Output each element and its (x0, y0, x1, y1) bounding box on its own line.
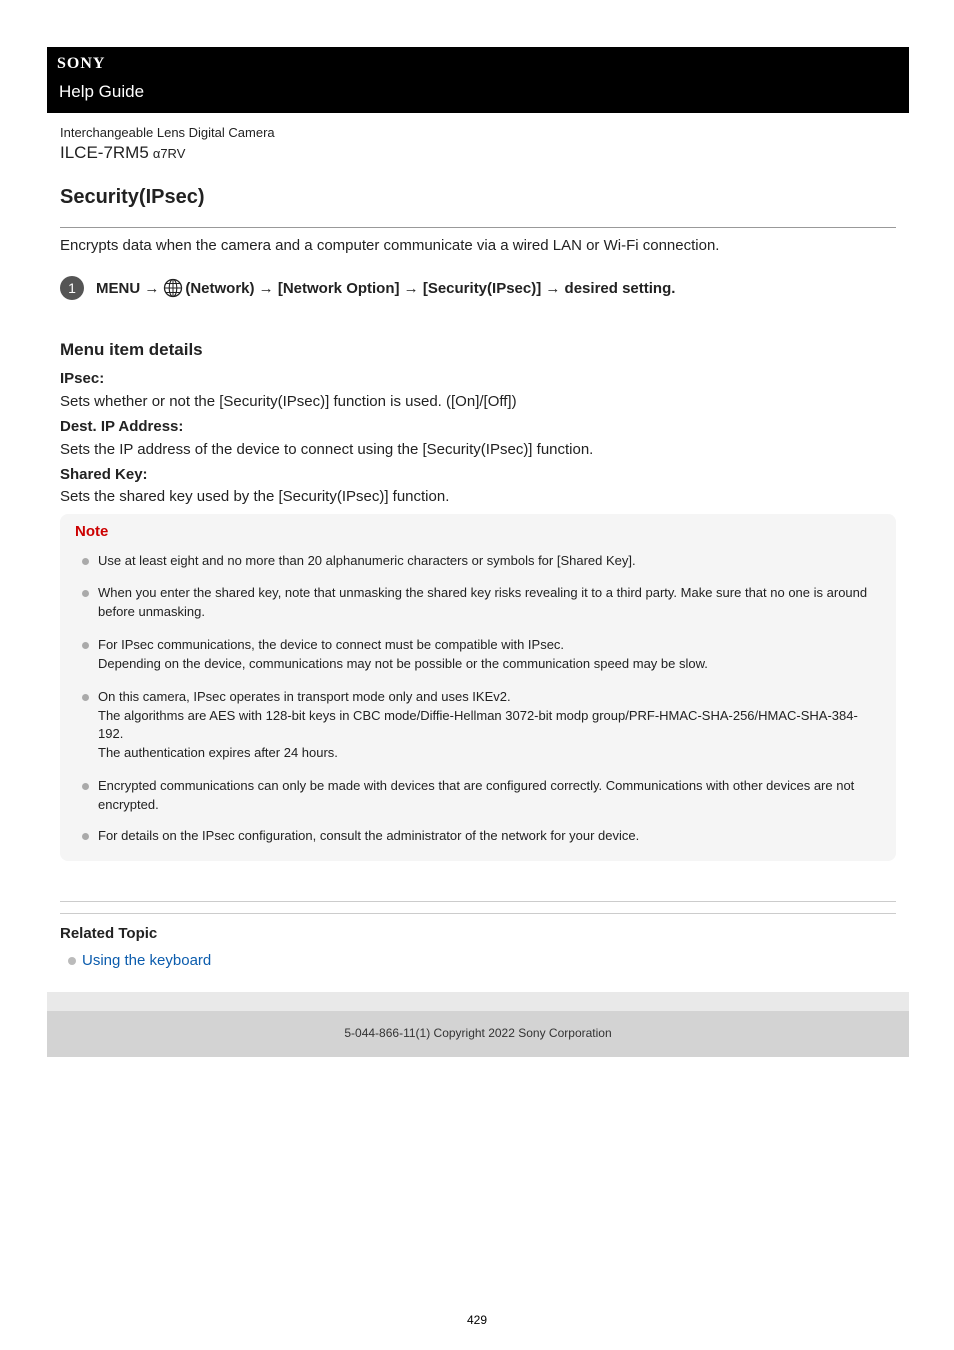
divider (60, 901, 896, 902)
copyright-text: 5-044-866-11(1) Copyright 2022 Sony Corporation (344, 1026, 612, 1040)
note-title: Note (75, 523, 109, 540)
step-path-text: (Network) → [Network Option] → [Security(IPsec)] → desired setting. (185, 279, 676, 297)
step-instruction (96, 278, 675, 298)
desc-ipsec: Sets whether or not the [Security(IPsec)] function is used. ([On]/[Off]) (60, 393, 517, 410)
note-line: For IPsec communications, the device to connect must be compatible with IPsec. (98, 637, 565, 652)
note-line: The authentication expires after 24 hours. (98, 744, 338, 760)
related-topic-heading: Related Topic (60, 925, 158, 942)
product-type: Interchangeable Lens Digital Camera (60, 125, 275, 140)
network-globe-icon (163, 278, 183, 298)
note-line: The algorithms are AES with 128-bit keys in CBC mode/Diffie-Hellman 3072-bit modp group/PRF-HMAC-SHA-256/HMAC-SHA-384-192. (98, 707, 858, 741)
related-link-keyboard[interactable]: Using the keyboard (82, 952, 212, 969)
bullet-icon (82, 694, 89, 701)
page-title: Security(IPsec) (60, 186, 205, 208)
bullet-icon (82, 590, 89, 597)
note-box (60, 514, 896, 861)
bullet-icon (82, 558, 89, 565)
note-line: When you enter the shared key, note that unmasking the shared key risks revealing it to a third party. Make sure that no one is around before unmasking. (98, 585, 868, 619)
note-line: Use at least eight and no more than 20 alphanumeric characters or symbols for [Shared Key]. (98, 553, 636, 568)
desc-dest-ip: Sets the IP address of the device to connect using the [Security(IPsec)] function. (60, 441, 594, 458)
bullet-icon (82, 642, 89, 649)
term-shared-key: Shared Key: (60, 466, 148, 483)
model-number: ILCE-7RM5 (60, 143, 149, 162)
note-item (98, 584, 878, 621)
step-number-badge: 1 (60, 276, 84, 300)
note-item (98, 552, 878, 571)
term-dest-ip: Dest. IP Address: (60, 418, 184, 435)
note-item (98, 636, 878, 673)
intro-text: Encrypts data when the camera and a computer communicate via a wired LAN or Wi-Fi connection. (60, 237, 720, 254)
note-item (98, 827, 878, 846)
note-item (98, 777, 878, 814)
model-name (60, 143, 185, 163)
note-line: Encrypted communications can only be made with devices that are configured correctly. Communications with other devices are not encrypted. (98, 778, 855, 812)
term-ipsec: IPsec: (60, 370, 105, 387)
bullet-icon (82, 833, 89, 840)
sony-logo: SONY (57, 55, 106, 72)
related-topic-item (68, 952, 211, 969)
note-line: Depending on the device, communications may not be possible or the communication speed may be slow. (98, 655, 708, 671)
step-menu-text: MENU → (96, 279, 160, 297)
note-item (98, 688, 878, 762)
help-guide-label: Help Guide (59, 82, 145, 101)
divider (60, 913, 896, 914)
title-divider (60, 227, 896, 228)
menu-details-heading: Menu item details (60, 340, 203, 359)
model-alias: α7RV (152, 146, 186, 161)
desc-shared-key: Sets the shared key used by the [Security(IPsec)] function. (60, 488, 450, 505)
note-line: On this camera, IPsec operates in transport mode only and uses IKEv2. (98, 689, 511, 704)
note-line: For details on the IPsec configuration, consult the administrator of the network for your device. (98, 828, 640, 843)
footer-strip (47, 992, 909, 1011)
bullet-icon (82, 783, 89, 790)
header-bar (47, 47, 909, 113)
footer-bar (47, 1011, 909, 1057)
page-number: 429 (466, 1313, 488, 1327)
bullet-icon (68, 957, 76, 965)
